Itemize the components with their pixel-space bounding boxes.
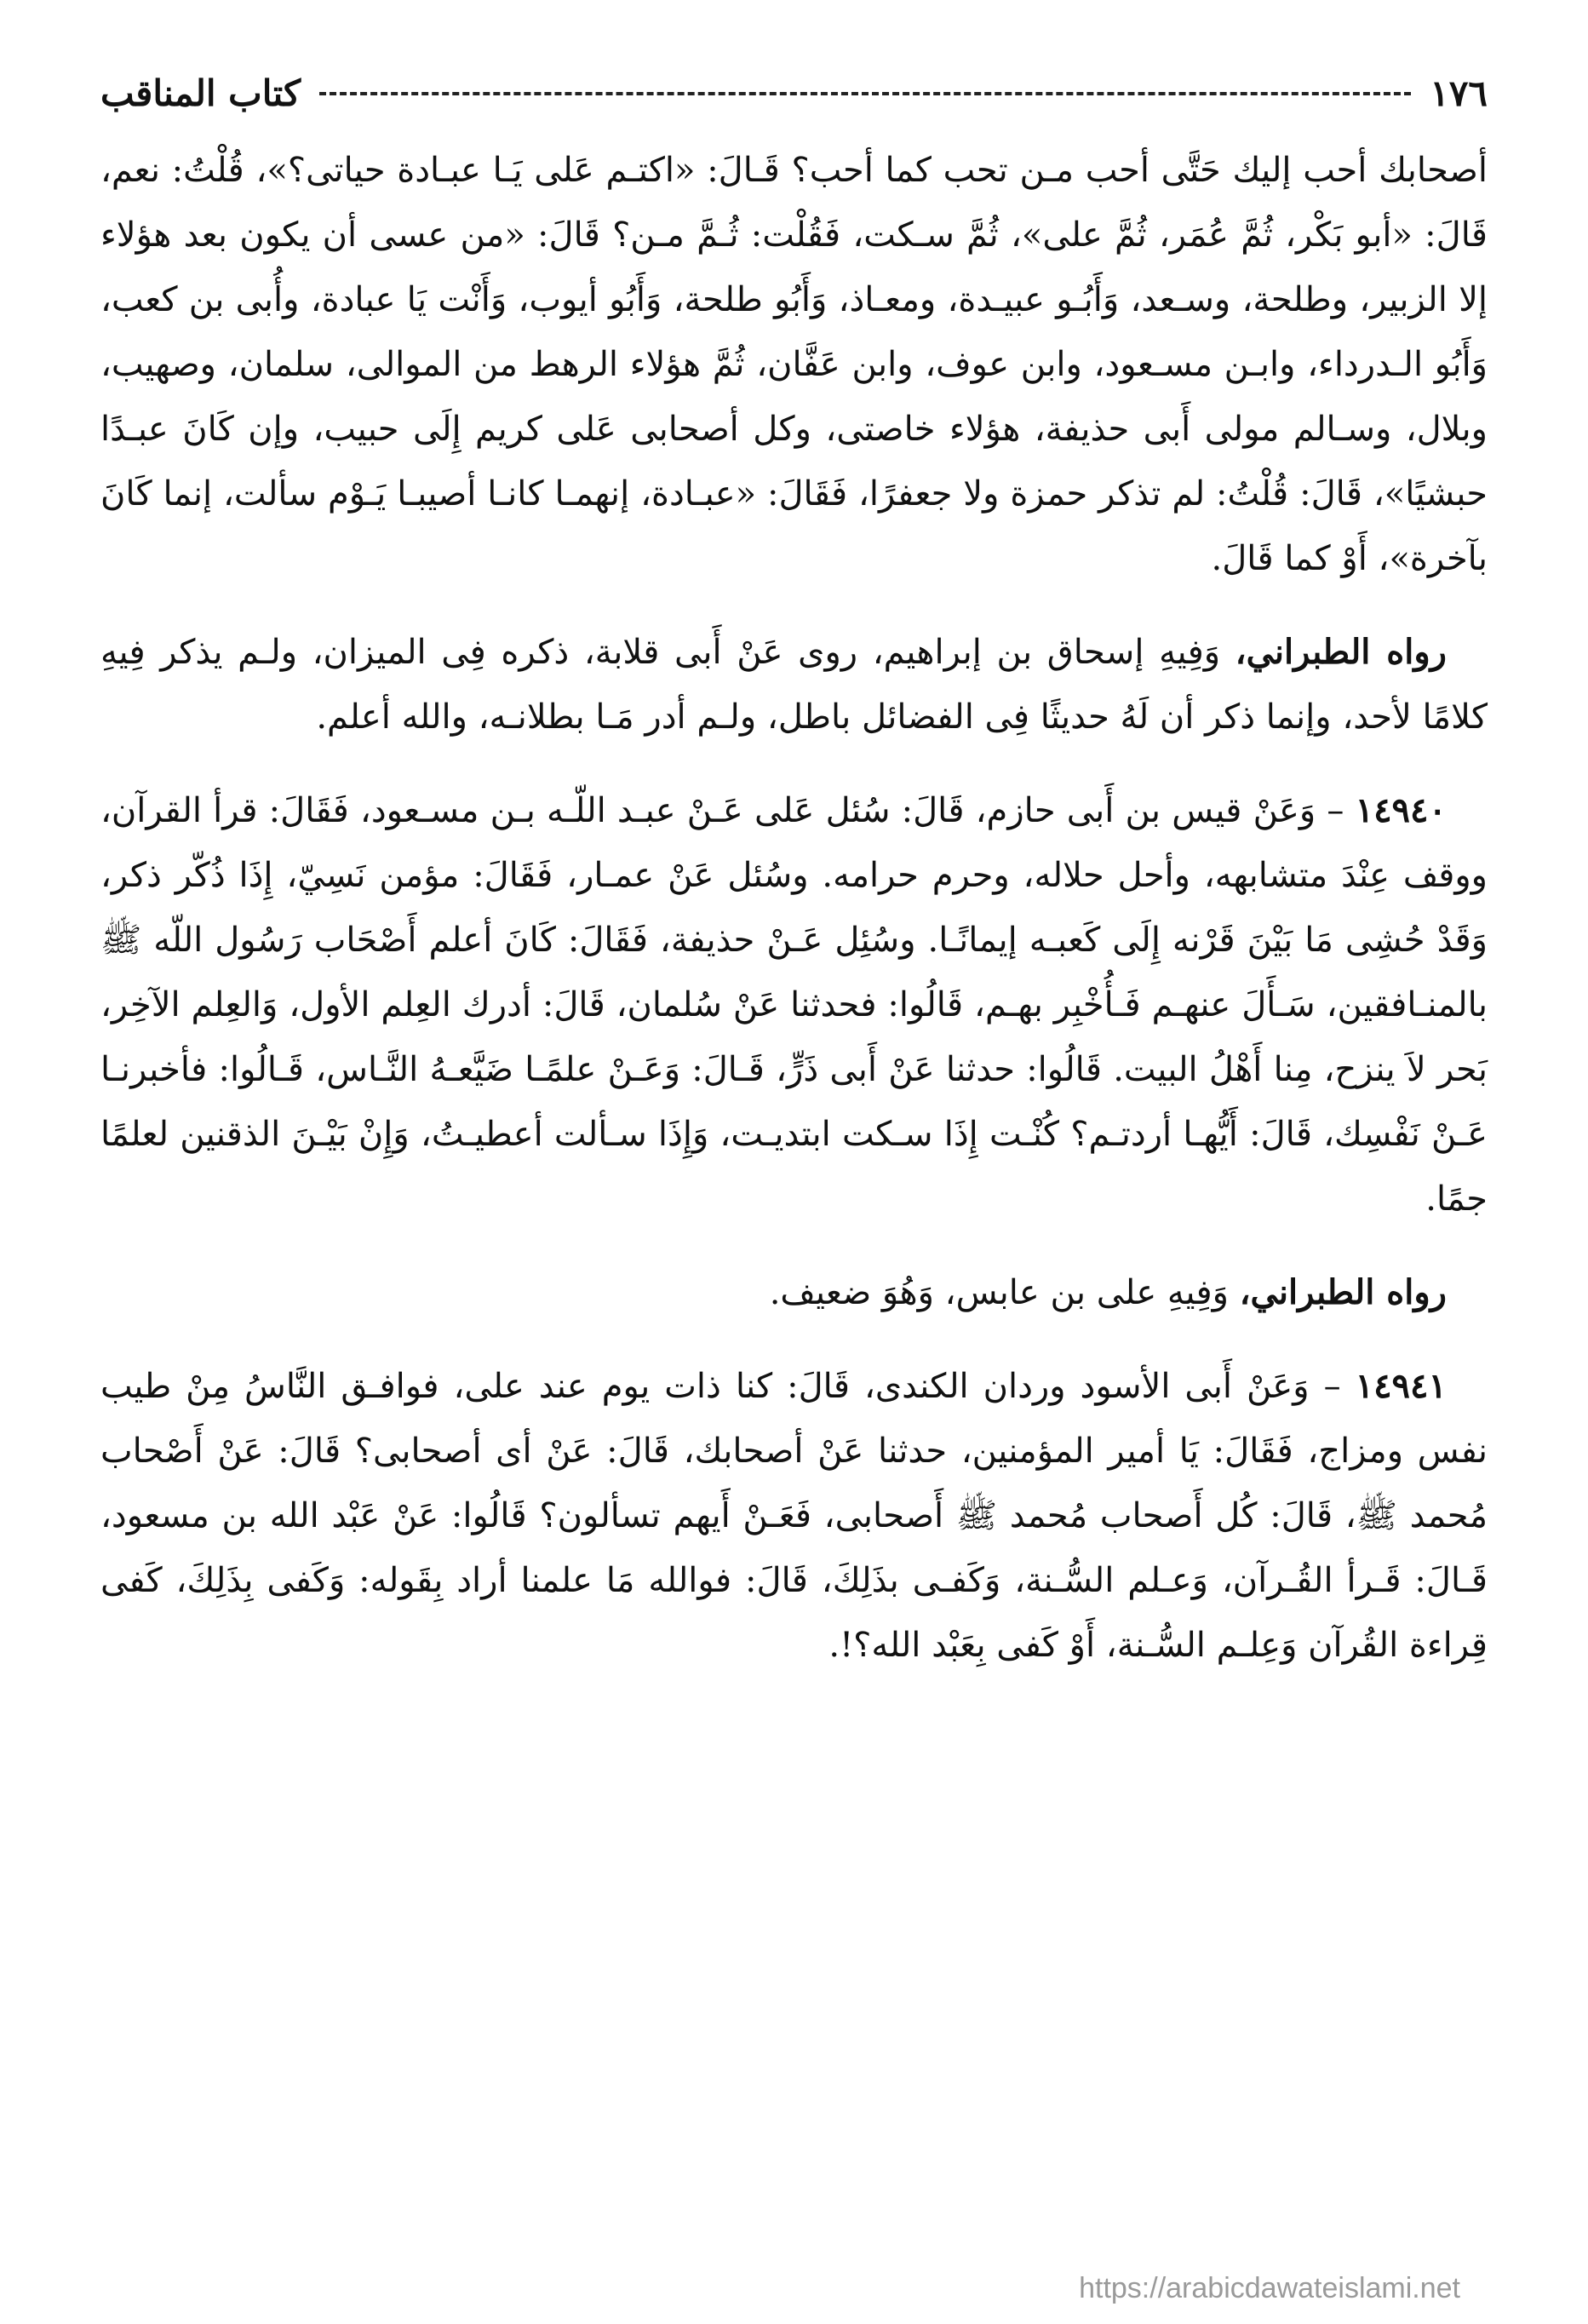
paragraph-narration-note: [100, 1260, 1488, 1325]
paragraph-continuation: [100, 138, 1488, 591]
narration-source: رواه الطبراني،: [1239, 1272, 1447, 1312]
header-dashed-rule: [319, 92, 1411, 95]
narration-source: رواه الطبراني،: [1235, 632, 1447, 672]
page-header: [100, 60, 1488, 128]
paragraph-text: وَفِيهِ إسحاق بن إبراهيم، روى عَنْ أَبى قلابة، ذكره فِى الميزان، ولـم يذكر فِيهِ كلامًا لأحد، وإنما ذكر أن لَهُ حديثًا فِى الفضائل باطل، ولـم أدر مَـا بطلانـه، والله أعلم.: [100, 633, 1488, 737]
hadith-14940: [100, 778, 1488, 1231]
hadith-14941: [100, 1354, 1488, 1678]
hadith-text: – وَعَنْ أَبى الأسود وردان الكندى، قَالَ: كنا ذات يوم عند على، فوافـق النَّاسُ مِنْ طيب نفس ومزاج، فَقَالَ: يَا أمير المؤمنين، حدثنا عَنْ أصحابك، قَالَ: عَنْ أى أصحابى؟ قَالَ: عَنْ أَصْحاب مُحمد ﷺ، قَالَ: كُل أَصحاب مُحمد ﷺ أَصحابى، فَعَـنْ أَيهم تسألون؟ قَالُوا: عَنْ عَبْد الله بن مسعود، قَـالَ: قَـرأ القُـرآن، وَعـلم السُّـنة، وَكَفـى بذَلِكَ، قَالَ: فوالله مَا علمنا أراد بِقَوله: وَكَفى بِذَلِكَ، كَفى قِراءة القُرآن وَعِلـم السُّـنة، أَوْ كَفى بِعَبْد الله؟!.: [100, 1367, 1488, 1665]
page-number: ١٧٦: [1430, 72, 1488, 114]
paragraph-text: أصحابك أحب إليك حَتَّى أحب مـن تحب كما أحب؟ قَـالَ: «اكتـم عَلى يَـا عبـادة حياتى؟»، قُلْتُ: نعم، قَالَ: «أبو بَكْر، ثُمَّ عُمَر، ثُمَّ على»، ثُمَّ سـكت، فَقُلْت: ثُـمَّ مـن؟ قَالَ: «من عسى أن يكون بعد هؤلاء إلا الزبير، وطلحة، وسـعد، وَأَبُـو عبيـدة، ومعـاذ، وَأَبُو طلحة، وَأَبُو أيوب، وَأَنْت يَا عبادة، وأُبى بن كعب، وَأَبُو الـدرداء، وابـن مسـعود، وابن عوف، وابن عَفَّان، ثُمَّ هؤلاء الرهط من الموالى، سلمان، وصهيب، وبلال، وسـالم مولى أَبى حذيفة، هؤلاء خاصتى، وكل أصحابى عَلى كريم إِلَى حبيب، وإن كَانَ عبـدًا حبشيًا»، قَالَ: قُلْتُ: لم تذكر حمزة ولا جعفرًا، فَقَالَ: «عبـادة، إنهمـا كانـا أصيبـا يَـوْم سألت، إنما كَانَ بآخرة»، أَوْ كما قَالَ.: [100, 151, 1488, 578]
hadith-number: ١٤٩٤١: [1355, 1366, 1447, 1406]
paragraph-text: وَفِيهِ على بن عابس، وَهُوَ ضعيف.: [769, 1273, 1240, 1312]
watermark-url: https://arabicdawateislami.net: [1079, 2272, 1460, 2304]
hadith-text: – وَعَنْ قيس بن أَبى حازم، قَالَ: سُئل عَلى عَـنْ عبـد اللّـه بـن مسـعود، فَقَالَ: قرأ القرآن، ووقف عِنْدَ متشابهه، وأحل حلاله، وحرم حرامه. وسُئل عَنْ عمـار، فَقَالَ: مؤمن نَسِيّ، إِذَا ذُكّر ذكر، وَقَدْ حُشِى مَا بَيْنَ قَرْنه إِلَى كَعبـه إيمانًـا. وسُئِل عَـنْ حذيفة، فَقَالَ: كَانَ أعلم أَصْحَاب رَسُول اللّه ﷺ بالمنـافقين، سَـأَلَ عنهـم فَـأُخْبِر بهـم، قَالُوا: فحدثنا عَنْ سُلمان، قَالَ: أدرك العِلم الأول، وَالعِلم الآخِر، بَحر لاَ ينزح، مِنا أَهْلُ البيت. قَالُوا: حدثنا عَنْ أَبى ذَرٍّ، قَـالَ: وَعَـنْ علمًـا ضَيَّعـهُ النَّـاس، قَـالُوا: فأخبرنـا عَـنْ نَفْسِك، قَالَ: أَيُّهـا أردتـم؟ كُنْـت إِذَا سـكت ابتديـت، وَإِذَا سـألت أعطيـتُ، وَإِنْ بَيْـنَ الذقنين لعلمًا جمًا.: [100, 791, 1488, 1219]
paragraph-narration-note: [100, 620, 1488, 749]
page-body: [100, 138, 1488, 1707]
book-title: كتاب المناقب: [100, 72, 301, 114]
hadith-number: ١٤٩٤٠: [1355, 790, 1447, 830]
